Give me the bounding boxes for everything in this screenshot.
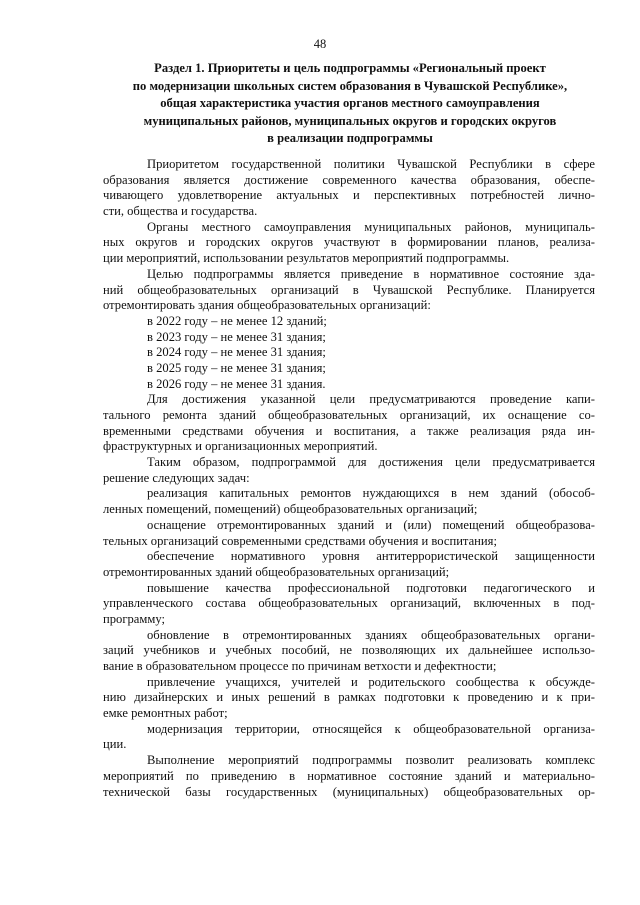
text-line: образования является достижение современного качества образования, обеспе- xyxy=(103,172,595,187)
text-line: привлечение учащихся, учителей и родительского сообщества к обсужде- xyxy=(147,674,595,689)
text-line: вание в образовательном процессе по причинам ветхости и дефектности; xyxy=(103,659,497,673)
text-line: оснащение отремонтированных зданий и (или) помещений общеобразова- xyxy=(147,517,595,532)
heading-line: по модернизации школьных систем образования в Чувашской Республике», xyxy=(132,78,568,93)
text-line: управленческого состава общеобразовательных организаций, включенных в под- xyxy=(103,596,595,611)
heading-line: в реализации подпрограммы xyxy=(267,131,433,146)
text-line: временными средствами обучения и воспитания, а также реализация ряда ин- xyxy=(103,423,595,438)
text-line: Для достижения указанной цели предусматриваются проведение капи- xyxy=(147,392,595,407)
text-line: ции. xyxy=(103,737,127,752)
section-heading xyxy=(100,60,600,148)
text-line: модернизация территории, относящейся к общеобразовательной организа- xyxy=(147,721,595,736)
text-line: ции мероприятий, использовании результатов мероприятий подпрограммы. xyxy=(103,251,510,266)
page-number: 48 xyxy=(313,37,327,51)
text-line: фраструктурных и организационных мероприятий. xyxy=(103,439,378,454)
text-line: нию дизайнерских и иных решений в рамках подготовки к проведению и к при- xyxy=(103,690,595,705)
text-line: в 2024 году – не менее 31 здания; xyxy=(147,345,326,360)
text-line: реализация капитальных ремонтов нуждающихся в нем зданий (обособ- xyxy=(147,486,595,501)
text-line: обновление в отремонтированных зданиях общеобразовательных органи- xyxy=(147,627,595,642)
text-line: тельных организаций современными средствами обучения и воспитания; xyxy=(103,533,497,548)
text-line: ний общеобразовательных организаций в Чувашской Республике. Планируется xyxy=(103,282,595,297)
text-line: Приоритетом государственной политики Чувашской Республики в сфере xyxy=(147,157,595,171)
text-line: Целью подпрограммы является приведение в нормативное состояние зда- xyxy=(147,266,595,281)
text-line: Таким образом, подпрограммой для достижения цели предусматривается xyxy=(147,455,595,470)
text-line: в 2026 году – не менее 31 здания. xyxy=(147,376,326,391)
text-line: технической базы государственных (муниципальных) общеобразовательных ор- xyxy=(103,784,595,799)
text-line: тального ремонта зданий общеобразовательных организаций, их оснащение со- xyxy=(103,408,595,422)
text-line: ленных помещений, помещений) общеобразовательных организаций; xyxy=(103,502,478,517)
heading-line: Раздел 1. Приоритеты и цель подпрограммы «Региональный проект xyxy=(154,61,546,75)
body-text xyxy=(103,157,595,800)
text-line: Органы местного самоуправления муниципальных районов, муниципаль- xyxy=(147,219,595,234)
text-line: емке ремонтных работ; xyxy=(103,706,228,721)
text-line: повышение качества профессиональной подготовки педагогического и xyxy=(147,580,595,595)
heading-line: муниципальных районов, муниципальных округов и городских округов xyxy=(143,113,557,128)
text-line: сти, общества и государства. xyxy=(103,204,258,219)
text-line: обеспечение нормативного уровня антитеррористической защищенности xyxy=(147,549,595,564)
text-line: заций учебников и учебных пособий, не позволяющих их дальнейшее использо- xyxy=(103,643,595,658)
text-line: отремонтированных зданий общеобразовательных организаций; xyxy=(103,564,450,579)
text-line: в 2022 году – не менее 12 зданий; xyxy=(147,313,327,328)
text-line: ных округов и городских округов участвуют в формировании планов, реализа- xyxy=(103,235,595,250)
text-line: в 2025 году – не менее 31 здания; xyxy=(147,360,326,375)
text-line: отремонтировать здания общеобразовательных организаций: xyxy=(103,298,431,313)
text-line: программу; xyxy=(103,611,165,626)
text-line: чивающего удовлетворение актуальных и перспективных потребностей лично- xyxy=(103,188,595,203)
heading-line: общая характеристика участия органов местного самоуправления xyxy=(160,96,540,111)
text-line: мероприятий по приведению в нормативное состояние зданий и материально- xyxy=(103,768,595,783)
text-line: решение следующих задач: xyxy=(103,470,250,485)
text-line: Выполнение мероприятий подпрограммы позволит реализовать комплекс xyxy=(147,753,595,768)
text-line: в 2023 году – не менее 31 здания; xyxy=(147,329,326,344)
